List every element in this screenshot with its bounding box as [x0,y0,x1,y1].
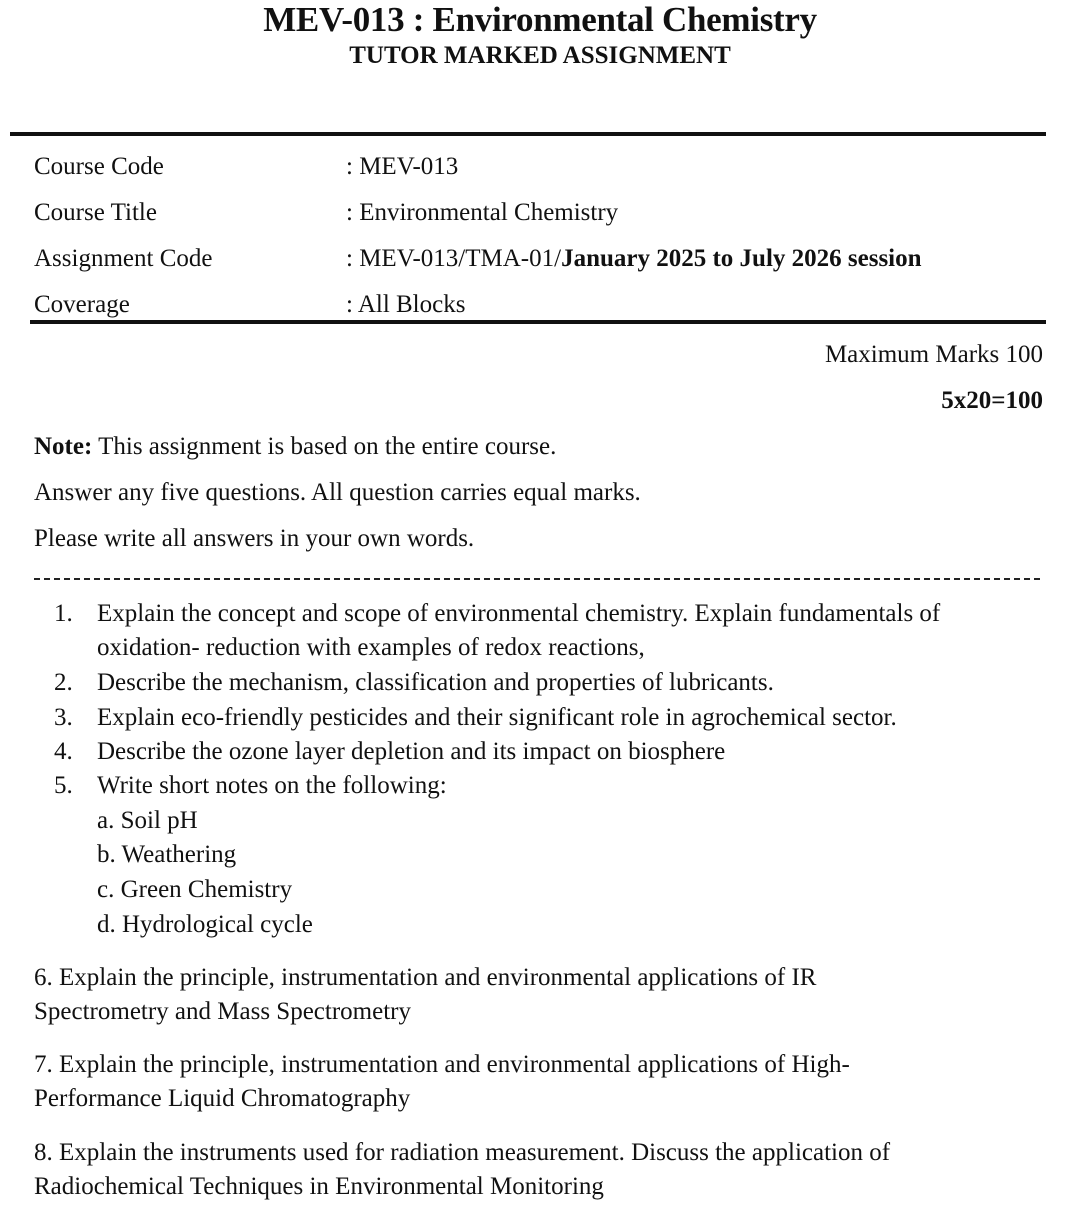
question-number: 4. [54,738,73,765]
meta-value-assignment-code [346,244,922,274]
meta-label-course-title: Course Title [34,199,157,226]
question-text: Write short notes on the following: [97,772,447,799]
meta-label-course-code: Course Code [34,153,164,180]
note-line [34,432,556,462]
question-number: 5. [54,772,73,799]
question-6: 6. Explain the principle, instrumentation and environmental applications of IR Spectrometry and Mass Spectrometry [34,964,817,1025]
question-8: 8. Explain the instruments used for radiation measurement. Discuss the application of Radiochemical Techniques in Environmental Monitoring [34,1139,891,1200]
meta-divider [30,320,1046,324]
subitem-soil-ph: a. Soil pH [97,807,198,834]
marks-distribution: 5x20=100 [941,387,1043,414]
assignment-code-prefix: : MEV-013/TMA-01/ [346,245,562,272]
meta-value-coverage: : All Blocks [346,291,466,318]
question-text: Describe the mechanism, classification and properties of lubricants. [97,669,774,696]
question-4 [0,735,1080,769]
subitem-weathering: b. Weathering [97,841,237,868]
meta-value-course-title: : Environmental Chemistry [346,199,619,226]
instruction-line-3: Please write all answers in your own words. [34,525,475,552]
document-subtitle: TUTOR MARKED ASSIGNMENT [349,42,731,69]
assignment-session: January 2025 to July 2026 session [561,245,922,272]
question-text: Explain the concept and scope of environmental chemistry. Explain fundamentals of oxidation- reduction with examples of redox reactions, [97,600,941,661]
instruction-line-2: Answer any five questions. All question carries equal marks. [34,479,641,506]
question-1 [0,597,1080,665]
meta-label-coverage: Coverage [34,291,130,318]
dashed-separator [34,578,1040,580]
question-3 [0,701,1080,735]
document-title: MEV-013 : Environmental Chemistry [263,0,817,39]
meta-value-course-code: : MEV-013 [346,153,459,180]
subitem-green-chemistry: c. Green Chemistry [97,876,293,903]
note-text: This assignment is based on the entire course. [92,433,557,460]
question-number: 1. [54,600,73,627]
note-label: Note: [34,433,93,460]
top-divider [10,132,1046,136]
question-2 [0,666,1080,700]
maximum-marks: Maximum Marks 100 [824,341,1043,368]
question-number: 3. [54,704,73,731]
question-text: Explain eco-friendly pesticides and their significant role in agrochemical sector. [97,704,897,731]
question-7: 7. Explain the principle, instrumentation and environmental applications of High-Performance Liquid Chromatography [34,1051,850,1112]
question-5 [0,769,1080,803]
question-number: 2. [54,669,73,696]
question-text: Describe the ozone layer depletion and its impact on biosphere [97,738,726,765]
subitem-hydrological-cycle: d. Hydrological cycle [97,911,313,938]
meta-label-assignment-code: Assignment Code [34,245,213,272]
